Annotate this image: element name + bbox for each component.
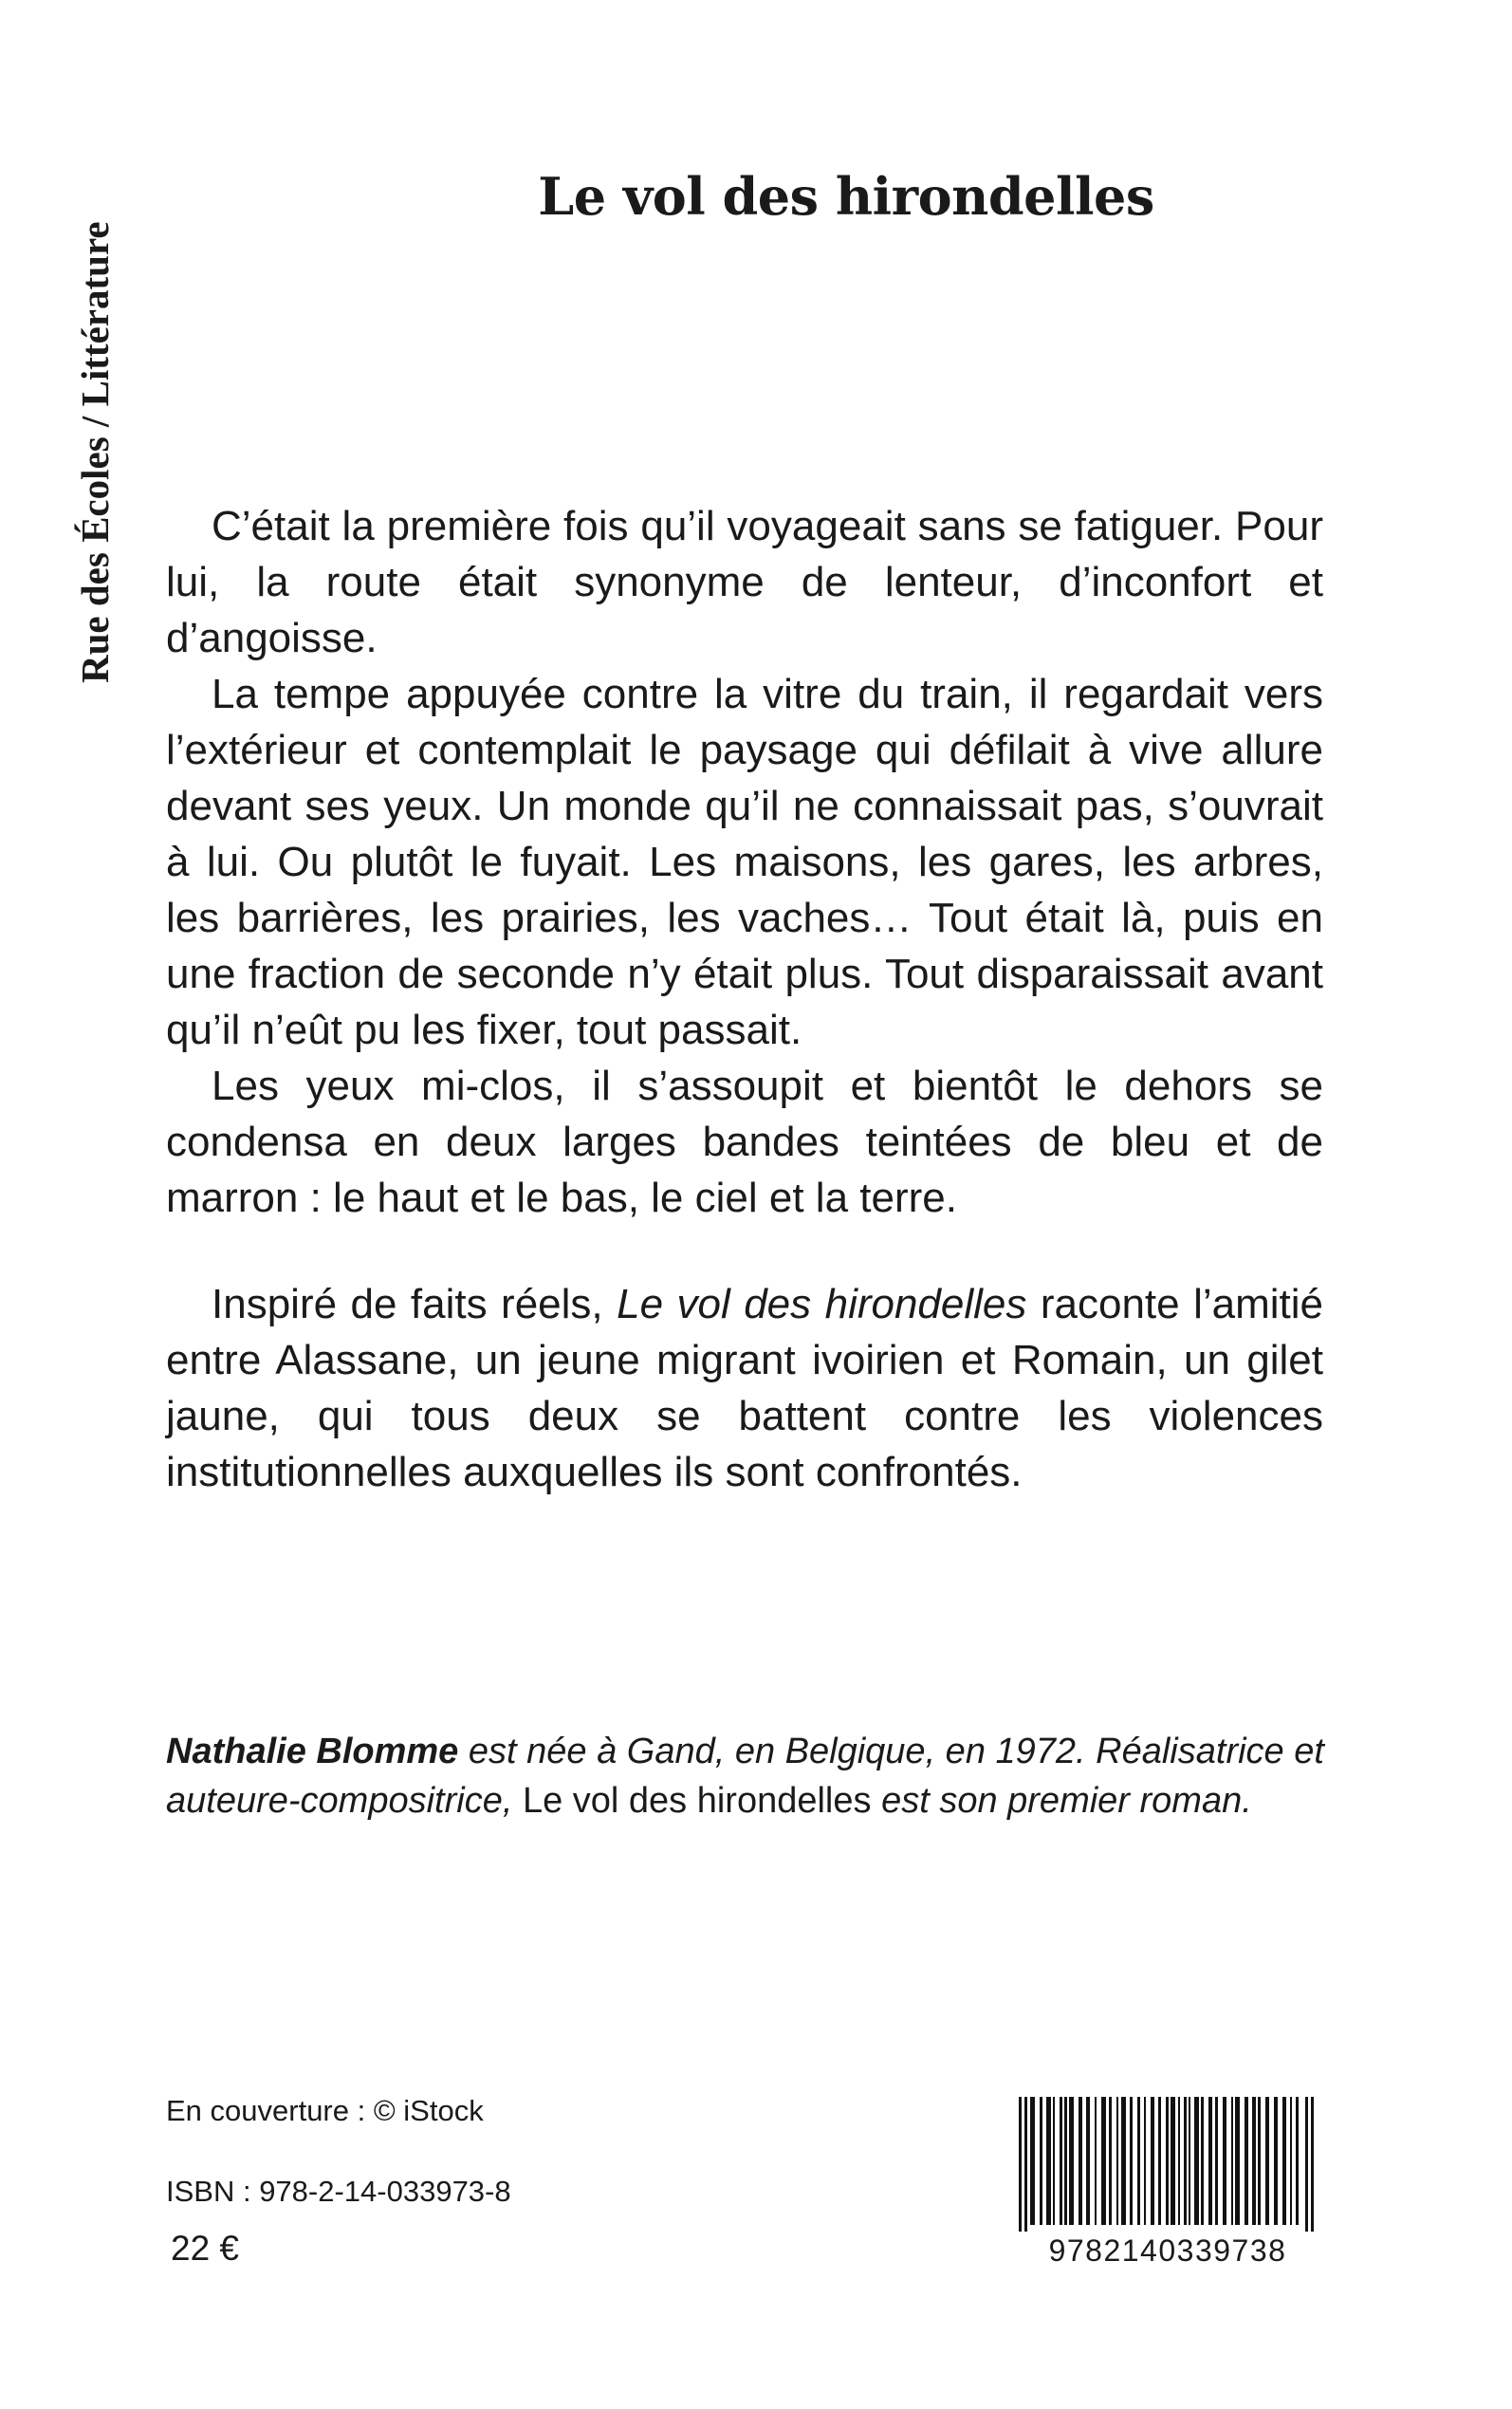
excerpt — [166, 498, 1323, 1226]
barcode-bar — [1184, 2097, 1187, 2225]
author-bio — [166, 1727, 1333, 1825]
barcode-digits: 9782140339738 — [1007, 2232, 1328, 2270]
barcode-bar — [1116, 2097, 1118, 2225]
barcode-bar — [1151, 2097, 1154, 2225]
barcode-bar — [1064, 2097, 1067, 2225]
barcode-bar — [1144, 2097, 1146, 2225]
barcode-bar — [1189, 2097, 1190, 2225]
barcode-bar — [1060, 2097, 1062, 2225]
barcode-bar — [1231, 2097, 1233, 2225]
barcode-bar — [1069, 2097, 1074, 2225]
barcode-guard-bar — [1019, 2097, 1022, 2239]
barcode-bar — [1252, 2097, 1256, 2225]
summary-suffix: raconte l’amitié entre Alassane, un jeune migrant ivoirien et Romain, un gilet jaune, qui tous deux se battent contre les violences institutionnelles auxquelles ils sont confrontés. — [166, 1281, 1323, 1495]
barcode-bar — [1095, 2097, 1097, 2225]
spine-label: Rue des Écoles / Littérature — [73, 221, 117, 683]
barcode-bar — [1274, 2097, 1278, 2225]
summary-paragraph — [166, 1276, 1323, 1500]
barcode-bar — [1223, 2097, 1226, 2225]
barcode-bar — [1282, 2097, 1286, 2225]
barcode-guard-bar — [1024, 2097, 1027, 2239]
barcode-bar — [1101, 2097, 1106, 2225]
barcode-bar — [1258, 2097, 1261, 2225]
barcode-bar — [1121, 2097, 1126, 2225]
barcode-guard-bar — [1311, 2097, 1314, 2239]
price: 22 € — [171, 2229, 240, 2268]
excerpt-paragraph: C’était la première fois qu’il voyageait sans se fatiguer. Pour lui, la route était synonyme de lenteur, d’inconfort et d’angoisse. — [166, 503, 1323, 661]
author-bio-part1: est née à Gand, en Belgique, en 1972. Réalisatrice et auteure-compositrice, — [166, 1732, 1324, 1821]
author-bio-book-title: Le vol des hirondelles — [522, 1781, 872, 1821]
barcode-bar — [1158, 2097, 1161, 2225]
barcode-bar — [1296, 2097, 1299, 2225]
barcode-bar — [1194, 2097, 1199, 2225]
barcode-bar — [1137, 2097, 1140, 2225]
summary-book-title: Le vol des hirondelles — [617, 1281, 1027, 1327]
excerpt-paragraph: La tempe appuyée contre la vitre du train, il regardait vers l’extérieur et contemplait le paysage qui défilait à vive allure devant ses yeux. Un monde qu’il ne connaissait pas, s’ouvrait à lui. Ou plutôt le fuyait. Les maisons, les gares, les arbres, les barrières, les prairies, les vaches… Tout était là, puis en une fraction de seconde n’y était plus. Tout disparaissait avant qu’il n’eût pu les fixer, tout passait. — [166, 671, 1323, 1053]
barcode-bar — [1171, 2097, 1175, 2225]
barcode-bar — [1079, 2097, 1082, 2225]
book-title: Le vol des hirondelles — [538, 166, 1154, 227]
barcode-bar — [1053, 2097, 1055, 2225]
summary — [166, 1276, 1323, 1500]
author-bio-part2: est son premier roman. — [871, 1781, 1252, 1821]
barcode-bars — [1015, 2097, 1318, 2239]
barcode-bar — [1109, 2097, 1112, 2225]
barcode-bar — [1208, 2097, 1212, 2225]
isbn: ISBN : 978-2-14-033973-8 — [166, 2175, 511, 2208]
barcode-guard-bar — [1305, 2097, 1308, 2239]
barcode-bar — [1178, 2097, 1180, 2225]
barcode-bar — [1290, 2097, 1292, 2225]
barcode-bar — [1040, 2097, 1042, 2225]
barcode-bar — [1265, 2097, 1269, 2225]
summary-prefix: Inspiré de faits réels, — [212, 1281, 618, 1327]
barcode-bar — [1086, 2097, 1090, 2225]
barcode-bar — [1215, 2097, 1218, 2225]
barcode-bar — [1130, 2097, 1133, 2225]
barcode-bar — [1046, 2097, 1051, 2225]
excerpt-paragraph: Les yeux mi-clos, il s’assoupit et bientôt le dehors se condensa en deux larges bandes teintées de bleu et de marron : le haut et le bas, le ciel et la terre. — [166, 1063, 1323, 1221]
barcode-bar — [1166, 2097, 1169, 2225]
barcode-bar — [1030, 2097, 1035, 2225]
barcode-bar — [1235, 2097, 1240, 2225]
barcode-bar — [1201, 2097, 1204, 2225]
author-name: Nathalie Blomme — [166, 1732, 459, 1771]
barcode-bar — [1245, 2097, 1248, 2225]
cover-credit: En couverture : © iStock — [166, 2094, 484, 2127]
